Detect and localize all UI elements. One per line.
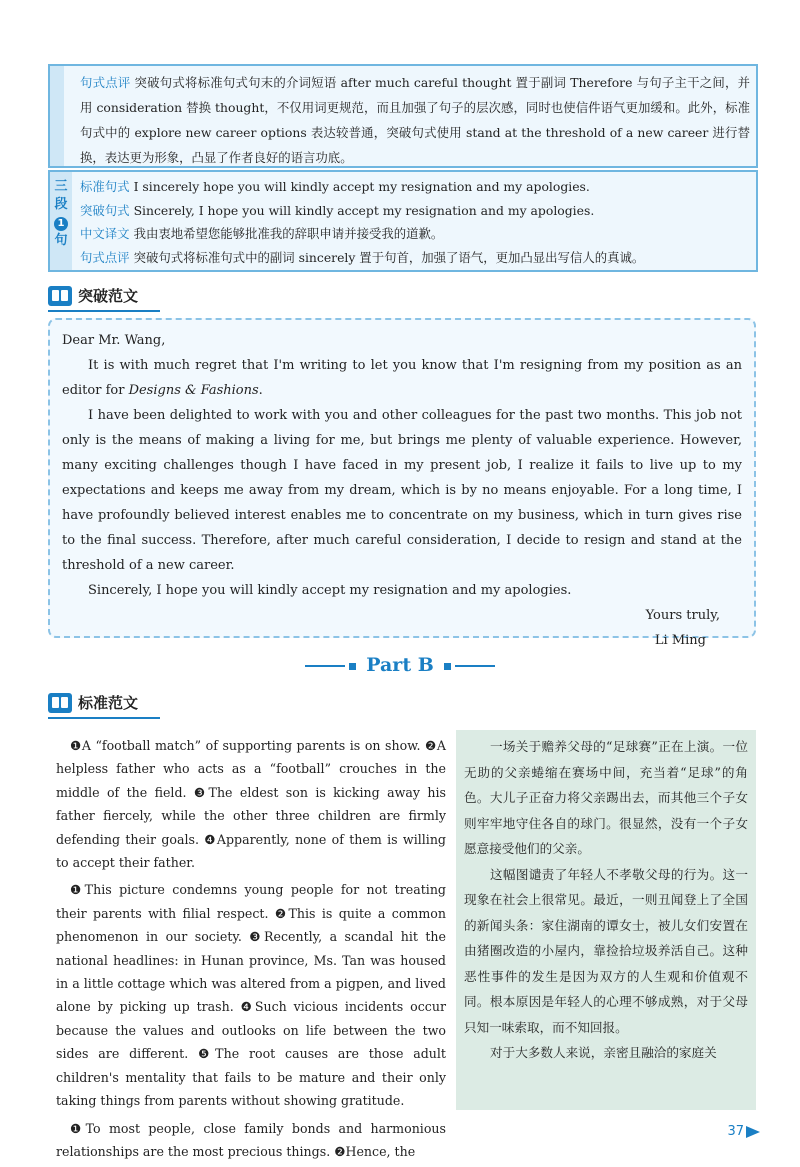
section-heading-standard: 标准范文	[48, 692, 138, 716]
english-paragraph-2: ❶This picture condemns young people for not treating their parents with filial respect. ❷This is quite a common phenomenon in our society. ❸Recently, a scandal hit the national headlines: in Hunan province, Ms. Tan was housed in a little cottage which was altered from a pigpen, and lived alone by picking up trash. ❹Such vicious incidents occur because the values and outlooks on life between the two sides are different. ❺The root causes are those adult children's mentality that fails to be mature and their only taking things from parents without showing gratitude.	[56, 882, 446, 1109]
third-paragraph-box	[48, 170, 758, 272]
page-arrow-icon	[746, 1126, 760, 1138]
sample-letter	[48, 318, 756, 648]
row-standard: 标准句式 I sincerely hope you will kindly accept my resignation and my apologies.	[80, 179, 590, 194]
heading-underline	[48, 717, 160, 719]
box-text	[80, 70, 750, 170]
paragraph-side-label: 三 段 1 句	[50, 172, 72, 270]
chinese-paragraph-2: 这幅图谴责了年轻人不孝敬父母的行为。这一现象在社会上很常见。最近，一则丑闻登上了全国的新闻头条：家住湖南的谭女士，被儿女们安置在由猪圈改造的小屋内，靠捡拾垃圾养活自己。这种恶性事件的发生是因为双方的人生观和价值观不同。根本原因是年轻人的心理不够成熟，对于父母只知一味索取，而不知回报。	[464, 866, 748, 1035]
chinese-paragraph-3: 对于大多数人来说，亲密且融洽的家庭关	[490, 1045, 717, 1060]
chinese-translation	[456, 730, 756, 1110]
chinese-paragraph-1: 一场关于赡养父母的“足球赛”正在上演。一位无助的父亲蜷缩在赛场中间，充当着“足球”的角色。大儿子正奋力将父亲踢出去，而其他三个子女则牢牢地守住各自的球门。很显然，没有一个子女愿意接受他们的父亲。	[464, 739, 748, 856]
letter-closing: Yours truly,	[645, 608, 720, 623]
english-paragraph-1: ❶A “football match” of supporting parents is on show. ❷A helpless father who acts as a “football” crouches in the middle of the field. ❸The eldest son is kicking away his father fiercely, while the other three children are firmly defending their goals. ❹Apparently, none of them is willing to accept their father.	[56, 738, 446, 871]
book-icon	[48, 286, 72, 306]
row-translation: 中文译文 我由衷地希望您能够批准我的辞职申请并接受我的道歉。	[80, 226, 444, 241]
letter-salutation: Dear Mr. Wang,	[62, 333, 166, 348]
review-text: 突破句式将标准句式句末的介词短语 after much careful thought 置于副词 Therefore 与句子主干之间，并用 consideration 替换 thought，不仅用词更规范，而且加强了句子的层次感，同时也使信件语气更加缓和。此外，标准句式中的 explore new career options 表达较普通，突破句式使用 stand at the threshold of a new career 进行替换，表达更为形象，凸显了作者良好的语言功底。	[80, 75, 750, 165]
book-icon	[48, 693, 72, 713]
part-title: Part B	[0, 654, 800, 676]
square-icon	[444, 663, 451, 670]
review-label: 句式点评	[80, 75, 131, 90]
heading-underline	[48, 310, 160, 312]
english-essay	[56, 734, 446, 1167]
letter-paragraph-2: I have been delighted to work with you and other colleagues for the past two months. This job not only is the means of making a living for me, but brings me plenty of valuable experience. However, many exciting challenges though I have faced in my present job, I realize it fails to live up to my expectations and keeps me away from my dream, which is by no means enjoyable. For a long time, I have profoundly believed interest enables me to concentrate on my business, which in turn gives rise to the final success. Therefore, after much careful consideration, I decide to resign and stand at the threshold of a new career.	[62, 408, 742, 573]
sentence-rows	[80, 175, 750, 269]
row-breakthrough: 突破句式 Sincerely, I hope you will kindly accept my resignation and my apologies.	[80, 202, 595, 218]
letter-signature: Li Ming	[654, 633, 706, 648]
number-badge: 1	[54, 217, 68, 231]
letter-paragraph-1: It is with much regret that I'm writing to let you know that I'm resigning from my position as an editor for Designs & Fashions.	[62, 358, 742, 398]
row-review: 句式点评 突破句式将标准句式中的副词 sincerely 置于句首，加强了语气，更加凸显出写信人的真诚。	[80, 249, 645, 265]
box-stripe	[50, 66, 64, 166]
square-icon	[349, 663, 356, 670]
section-heading-breakthrough: 突破范文	[48, 285, 138, 309]
sentence-review-box	[48, 64, 758, 168]
english-paragraph-3: ❶To most people, close family bonds and harmonious relationships are the most precious things. ❷Hence, the	[56, 1120, 446, 1159]
letter-paragraph-3: Sincerely, I hope you will kindly accept my resignation and my apologies.	[88, 583, 572, 598]
page-number: 37	[727, 1124, 760, 1139]
